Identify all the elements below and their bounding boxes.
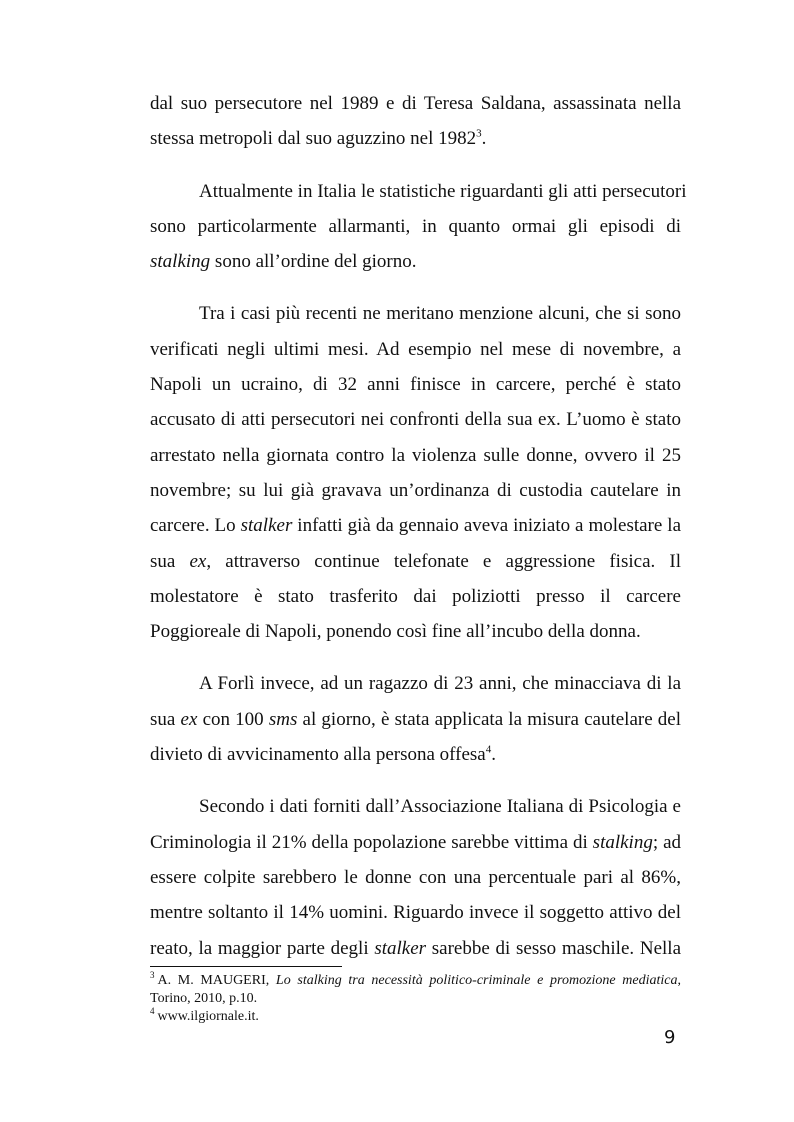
text-line: Poggioreale di Napoli, ponendo così fine all’incubo della donna. xyxy=(150,621,641,643)
page-number: 9 xyxy=(664,1027,676,1048)
text-line: sono particolarmente allarmanti, in quanto ormai gli episodi di xyxy=(150,215,681,237)
paragraph xyxy=(150,666,681,772)
footnote-ref: 4 xyxy=(485,743,492,756)
text-line: Tra i casi più recenti ne meritano menzione alcuni, che si sono xyxy=(199,303,681,325)
text-line: sua ex, attraverso continue telefonate e aggressione fisica. Il xyxy=(150,550,682,572)
text-line: stalking sono all’ordine del giorno. xyxy=(150,251,417,273)
text-line: carcere. Lo stalker infatti già da gennaio aveva iniziato a molestare la xyxy=(150,515,681,537)
paragraph xyxy=(150,789,681,965)
footnote-divider xyxy=(150,966,342,967)
text-line: Napoli un ucraino, di 32 anni finisce in carcere, perché è stato xyxy=(150,374,681,396)
footnote-ref: 3 xyxy=(476,127,482,140)
text-line: mentre soltanto il 14% uomini. Riguardo invece il soggetto attivo del xyxy=(150,902,681,924)
text-line: accusato di atti persecutori nei confronti della sua ex. L’uomo è stato xyxy=(150,409,681,431)
footnote-line: $^4$ www.ilgiornale.it. xyxy=(150,1006,259,1024)
footnote-number: 3 xyxy=(150,970,155,981)
text-line: dal suo persecutore nel 1989 e di Teresa Saldana, assassinata nella xyxy=(150,93,681,114)
text-line: reato, la maggior parte degli stalker sarebbe di sesso maschile. Nella xyxy=(150,937,681,959)
text-line: A Forlì invece, ad un ragazzo di 23 anni, che minacciava di la xyxy=(199,673,681,695)
text-line: arrestato nella giornata contro la violenza sulle donne, ovvero il 25 xyxy=(150,444,681,466)
footnote-line: $^3$ A. M. MAUGERI, Lo stalking tra necessità politico-criminale e promozione mediatica, xyxy=(150,970,682,988)
text-line: divieto di avvicinamento alla persona offesa$^4$. xyxy=(150,743,496,766)
text-line: novembre; su lui già gravava un’ordinanza di custodia cautelare in xyxy=(150,479,681,501)
text-line: essere colpite sarebbero le donne con una percentuale pari al 86%, xyxy=(150,866,681,888)
text-line: molestatore è stato trasferito dai poliziotti presso il carcere xyxy=(150,585,681,607)
footnote-4 xyxy=(150,1008,681,1026)
text-line: Criminologia il 21% della popolazione sarebbe vittima di stalking; ad xyxy=(150,831,681,853)
text-line: verificati negli ultimi mesi. Ad esempio nel mese di novembre, a xyxy=(150,338,681,360)
footnote-line: Torino, 2010, p.10. xyxy=(150,991,258,1006)
paragraph xyxy=(150,296,681,649)
footnote-3 xyxy=(150,972,681,1008)
footnote-number: 4 xyxy=(150,1006,155,1017)
paragraph xyxy=(150,86,681,157)
footnotes xyxy=(150,972,681,1026)
text-line: stessa metropoli dal suo aguzzino nel 1982$^3$. xyxy=(150,127,487,150)
text-line: sua ex con 100 sms al giorno, è stata applicata la misura cautelare del xyxy=(150,708,682,730)
paragraph xyxy=(150,174,687,280)
text-line: Attualmente in Italia le statistiche riguardanti gli atti persecutori xyxy=(199,180,687,202)
text-line: Secondo i dati forniti dall’Associazione Italiana di Psicologia e xyxy=(199,796,681,818)
body-text xyxy=(150,86,687,966)
